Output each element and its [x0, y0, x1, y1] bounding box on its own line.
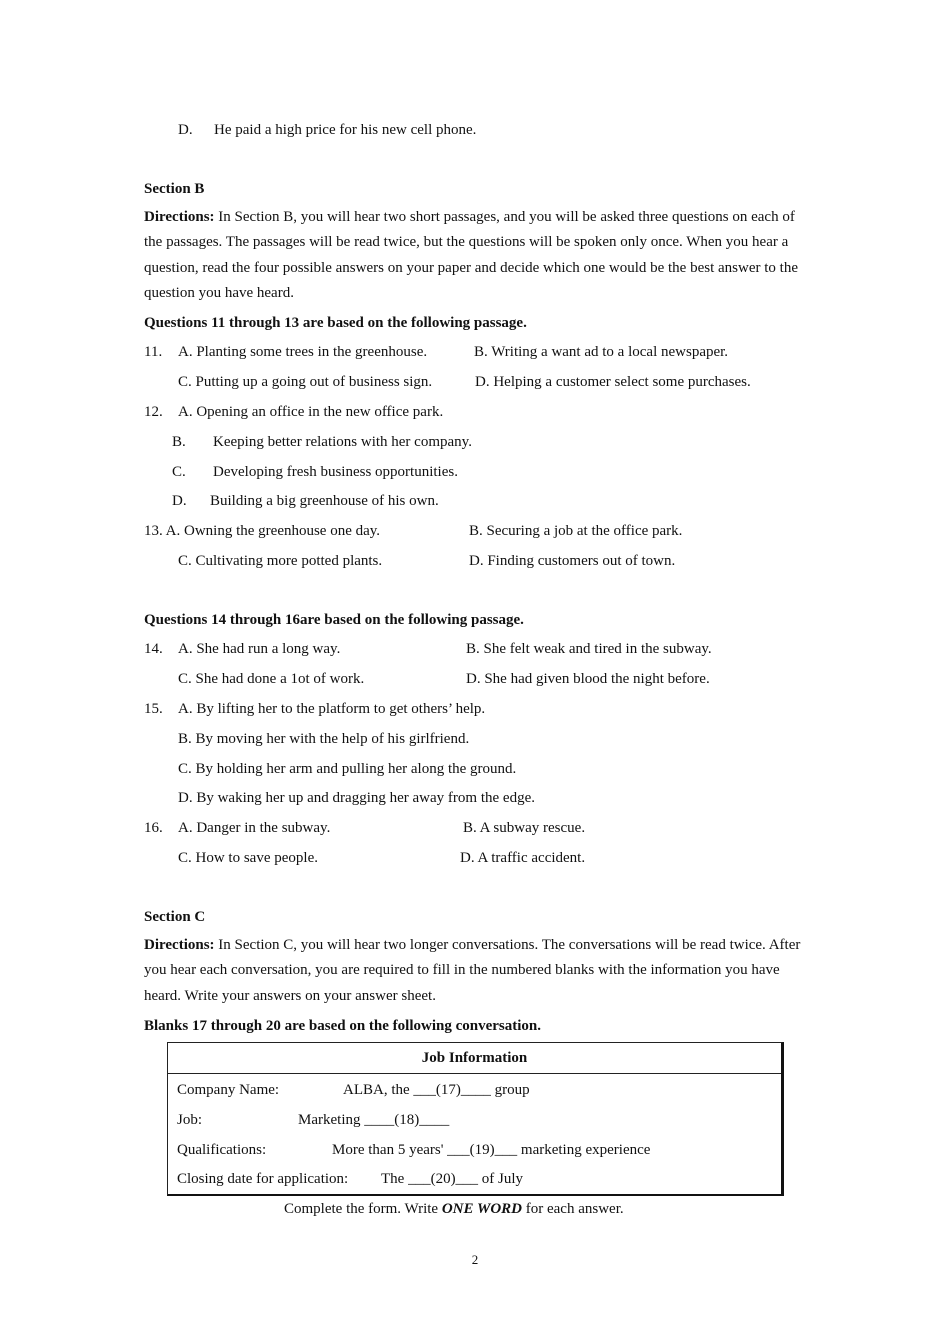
form-instruction: [284, 1200, 624, 1218]
section-c-directions: [144, 933, 809, 1009]
section-b-directions: [144, 205, 809, 306]
row-label: Company Name:: [177, 1082, 280, 1098]
q16-option-d: D. A traffic accident.: [460, 850, 586, 866]
row-value: The ___(20)___ of July: [381, 1171, 524, 1187]
page-number: 2: [471, 1252, 479, 1267]
q11-number: 11.: [144, 344, 163, 360]
q11-option-a: A. Planting some trees in the greenhouse.: [178, 344, 428, 360]
q12-option-b-letter: B.: [172, 434, 186, 450]
section-b-title: Section B: [144, 181, 205, 197]
row-label: Qualifications:: [177, 1142, 267, 1158]
row-value: Marketing ____(18)____: [298, 1112, 450, 1128]
blanks-heading: Blanks 17 through 20 are based on the following conversation.: [144, 1018, 541, 1034]
q15-option-b: B. By moving her with the help of his girlfriend.: [178, 731, 470, 747]
q12-number: 12.: [144, 404, 163, 420]
q16-option-b: B. A subway rescue.: [463, 820, 586, 836]
q13-option-c: C. Cultivating more potted plants.: [178, 553, 383, 569]
section-c-title: Section C: [144, 909, 206, 925]
q15-option-a: A. By lifting her to the platform to get others’ help.: [178, 701, 486, 717]
directions-text: In Section C, you will hear two longer conversations. The conversations will be read twice. After you hear each conversation, you are required to fill in the numbered blanks with the information you have heard. Write your answers on your answer sheet.: [144, 937, 801, 1004]
q11-option-c: C. Putting up a going out of business sign.: [178, 374, 433, 390]
q15-number: 15.: [144, 701, 163, 717]
instruction-text: for each answer.: [522, 1201, 624, 1217]
q12-option-c: Developing fresh business opportunities.: [213, 464, 458, 480]
q16-option-c: C. How to save people.: [178, 850, 318, 866]
directions-text: In Section B, you will hear two short passages, and you will be asked three questions on each of the passages. The passages will be read twice, but the questions will be spoken only once. When you hear a question, read the four possible answers on your paper and decide which one would be the best answer to the question you have heard.: [144, 209, 798, 301]
q14-number: 14.: [144, 641, 163, 657]
table-title: Job Information: [168, 1043, 781, 1074]
option-text: He paid a high price for his new cell phone.: [214, 122, 477, 138]
prev-option-d: [178, 121, 477, 139]
q14-option-c: C. She had done a 1ot of work.: [178, 671, 365, 687]
table-row-qualifications: [177, 1141, 651, 1159]
job-information-table: [167, 1042, 784, 1196]
q16-number: 16.: [144, 820, 163, 836]
table-row-job: [177, 1111, 450, 1129]
q14-option-d: D. She had given blood the night before.: [466, 671, 710, 687]
group2-heading: Questions 14 through 16are based on the following passage.: [144, 612, 524, 628]
q12-option-a: A. Opening an office in the new office park.: [178, 404, 444, 420]
row-value: ALBA, the ___(17)____ group: [343, 1082, 530, 1098]
table-row-closing-date: [177, 1170, 524, 1188]
instruction-emphasis: ONE WORD: [441, 1201, 522, 1217]
q12-option-c-letter: C.: [172, 464, 186, 480]
q13-option-a: 13. A. Owning the greenhouse one day.: [144, 523, 381, 539]
q16-option-a: A. Danger in the subway.: [178, 820, 331, 836]
row-label: Job:: [177, 1112, 203, 1128]
q11-option-b: B. Writing a want ad to a local newspaper.: [474, 344, 729, 360]
q14-option-a: A. She had run a long way.: [178, 641, 341, 657]
q11-option-d: D. Helping a customer select some purchases.: [475, 374, 751, 390]
q12-option-d-letter: D.: [172, 493, 187, 509]
q13-option-b: B. Securing a job at the office park.: [469, 523, 683, 539]
table-row-company: [177, 1081, 530, 1099]
option-letter: D.: [178, 122, 193, 138]
instruction-text: Complete the form. Write: [284, 1201, 442, 1217]
q12-option-b: Keeping better relations with her company.: [213, 434, 472, 450]
q12-option-d: Building a big greenhouse of his own.: [210, 493, 439, 509]
group1-heading: Questions 11 through 13 are based on the following passage.: [144, 315, 527, 331]
directions-label: Directions:: [144, 937, 215, 953]
q13-option-d: D. Finding customers out of town.: [469, 553, 676, 569]
directions-label: Directions:: [144, 209, 215, 225]
q15-option-d: D. By waking her up and dragging her away from the edge.: [178, 790, 535, 806]
row-label: Closing date for application:: [177, 1171, 349, 1187]
q15-option-c: C. By holding her arm and pulling her along the ground.: [178, 761, 517, 777]
q14-option-b: B. She felt weak and tired in the subway.: [466, 641, 712, 657]
row-value: More than 5 years' ___(19)___ marketing experience: [332, 1142, 651, 1158]
